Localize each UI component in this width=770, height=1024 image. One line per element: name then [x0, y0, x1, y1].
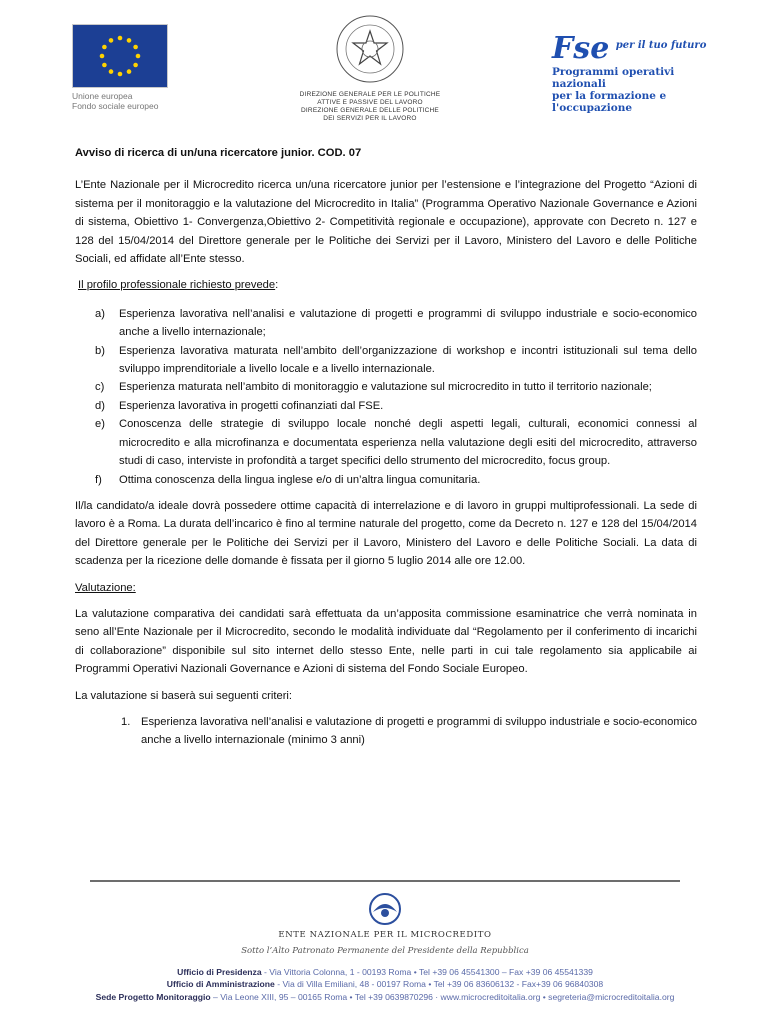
list-item-text: Ottima conoscenza della lingua inglese e/o di un’altra lingua comunitaria.: [119, 473, 481, 486]
italian-republic-emblem-icon: [335, 14, 405, 84]
footer-divider: [90, 880, 680, 882]
eu-flag-icon: [72, 24, 168, 88]
list-marker: d): [95, 399, 105, 412]
ministry-text-3: DIREZIONE GENERALE DELLE POLITICHE: [301, 107, 439, 114]
criteria-intro: La valutazione si baserà sui seguenti criteri:: [75, 689, 293, 702]
footer-line-sede: [0, 991, 770, 1003]
candidate-paragraph: Il/la candidato/a ideale dovrà possedere ottime capacità di interrelazione e di lavoro in gruppi multiprofessionali. La sede di lavoro è a Roma. La durata dell’incarico è fino al termine naturale del progetto, come da Decreto n. 127 e 128 del 15/04/2014 del Direttore generale per le Politiche dei Servizi per il Lavoro, Ministero del Lavoro e delle Politiche Sociali. La data di scadenza per la ricezione delle domande è fissata per il giorno 5 luglio 2014 alle ore 12.00.: [75, 499, 697, 568]
list-item: [95, 378, 697, 396]
list-item-text: Conoscenza delle strategie di sviluppo locale nonché degli aspetti legali, culturali, economici connessi al microcredito e alla microfinanza e documentata esperienza nella valutazione degli esiti del microcredito, attraverso studi di caso, interviste in profondità a target specifici dello strumento del microcredito, focus group.: [119, 418, 697, 468]
document-title: Avviso di ricerca di un/una ricercatore junior. COD. 07: [75, 147, 362, 159]
ministry-text-1: DIREZIONE GENERALE PER LE POLITICHE: [299, 91, 441, 98]
eu-logo: [72, 24, 172, 111]
list-marker: b): [95, 344, 105, 357]
footer-line-presidenza: [0, 966, 770, 978]
list-item-text: Esperienza lavorativa in progetti cofinanziati dal FSE.: [119, 399, 384, 412]
eu-caption-2: Fondo sociale europeo: [72, 101, 159, 111]
valutazione-heading: [75, 579, 697, 597]
footer-label: Ufficio di Presidenza: [177, 967, 262, 977]
valutazione-paragraph: La valutazione comparativa dei candidati sarà effettuata da un’apposita commissione esaminatrice che verrà nominata in seno all’Ente Nazionale per il Microcredito, secondo le modalità individuate dal “Regolamento per il conferimento di incarichi di collaborazione” disponibile sul sito internet dello stesso Ente, nelle parti in cui tale regolamento sia applicabile ai Programmi Operativi Nazionali Governance e Azioni di sistema del Fondo Sociale Europeo.: [75, 607, 697, 676]
footer-patronage: Sotto l’Alto Patronato Permanente del Presidente della Repubblica: [241, 946, 529, 956]
footer-line-amministrazione: [0, 978, 770, 990]
profile-heading-colon: :: [275, 279, 279, 292]
intro-paragraph: L’Ente Nazionale per il Microcredito ricerca un/una ricercatore junior per l’estensione e l’integrazione del Progetto “Azioni di sistema per il monitoraggio e la valutazione del Microcredito in Italia” (Programma Operativo Nazionale Governance e Azioni di sistema, Obiettivo 1- Convergenza,Obiettivo 2- Competitività regionale e occupazione), approvate con Decreto n. 127 e 128 del 15/04/2014 del Direttore generale per le Politiche dei Servizi per il Lavoro, Ministero del Lavoro e delle Politiche Sociali, ed affidate all’Ente stesso.: [75, 179, 697, 266]
fse-subtitle-2: per la formazione e l'occupazione: [552, 90, 667, 114]
profile-heading: [78, 276, 697, 294]
footer-text: – Via Leone XIII, 95 – 00165 Roma • Tel +39 0639870296 · www.microcreditoitalia.org • segreteria@microcreditoitalia.org: [210, 991, 675, 1002]
footer-text: - Via di Villa Emiliani, 48 - 00197 Roma • Tel +39 06 83606132 - Fax+39 06 96840308: [274, 979, 604, 990]
list-item: [95, 305, 697, 342]
eu-stars-icon: [73, 25, 167, 87]
footer-label: Sede Progetto Monitoraggio: [95, 991, 211, 1002]
criteria-list: [75, 713, 697, 750]
profile-heading-text: Il profilo professionale richiesto prevede: [78, 279, 276, 292]
ministry-logo: [290, 14, 450, 123]
footer-organization: ENTE NAZIONALE PER IL MICROCREDITO: [278, 930, 492, 940]
eu-caption-1: Unione europea: [72, 91, 133, 101]
footer-text: - Via Vittoria Colonna, 1 - 00193 Roma • Tel +39 06 45541300 – Fax +39 06 45541339: [261, 967, 593, 977]
list-marker: 1.: [121, 715, 131, 728]
profile-requirements-list: [75, 305, 697, 489]
list-marker: a): [95, 307, 105, 320]
fse-tagline: per il tuo futuro: [615, 40, 707, 51]
ministry-text-2: ATTIVE E PASSIVE DEL LAVORO: [317, 99, 423, 106]
fse-mark: Fse: [552, 31, 610, 66]
document-body: [75, 144, 697, 750]
list-marker: f): [95, 473, 102, 486]
list-item: [95, 342, 697, 379]
footer-label: Ufficio di Amministrazione: [166, 979, 275, 990]
fse-logo: [552, 31, 717, 114]
footer-contacts: [0, 966, 770, 1003]
ministry-text-4: DEI SERVIZI PER IL LAVORO: [323, 115, 417, 122]
list-item: [95, 397, 697, 415]
list-marker: c): [95, 381, 105, 394]
list-item-text: Esperienza maturata nell’ambito di monitoraggio e valutazione sul microcredito in tutto il territorio nazionale;: [119, 381, 652, 394]
valutazione-heading-text: Valutazione:: [75, 581, 136, 594]
list-item: [95, 471, 697, 489]
list-item: [121, 713, 697, 750]
list-marker: e): [95, 418, 105, 431]
list-item-text: Esperienza lavorativa nell’analisi e valutazione di progetti e programmi di sviluppo industriale e socio-economico anche a livello internazionale (minimo 3 anni): [141, 715, 697, 747]
list-item: [95, 415, 697, 470]
microcredito-logo-icon: [368, 892, 402, 926]
list-item-text: Esperienza lavorativa nell’analisi e valutazione di progetti e programmi di sviluppo industriale e socio-economico anche a livello internazionale;: [119, 307, 697, 339]
list-item-text: Esperienza lavorativa maturata nell’ambito dell’organizzazione di workshop e incontri istituzionali sul tema dello sviluppo imprenditoriale a livello locale e a livello internazionale.: [119, 344, 697, 376]
fse-subtitle-1: Programmi operativi nazionali: [552, 66, 675, 90]
